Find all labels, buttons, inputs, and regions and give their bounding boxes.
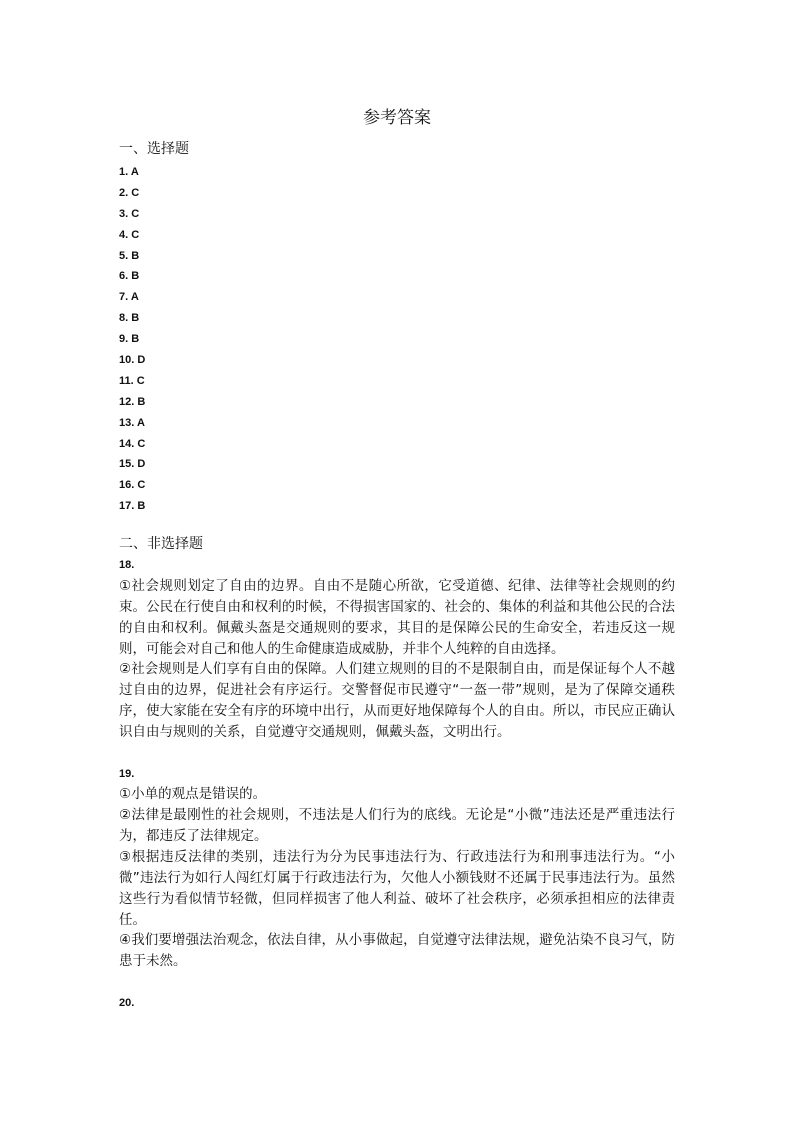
- answer-item: 13. A: [119, 416, 145, 429]
- answer-item: 17. B: [119, 500, 146, 513]
- question-number-18: 18.: [119, 559, 135, 571]
- answer-item: 10. D: [119, 354, 146, 367]
- section-heading-nonchoice: 二、非选择题: [119, 536, 203, 552]
- q19-paragraph-4: ④我们要增强法治观念，依法自律，从小事做起，自觉遵守法律法规，避免沾染不良习气，防患于未然。: [119, 932, 675, 969]
- answer-item: 4. C: [119, 228, 140, 241]
- answer-item: 1. A: [119, 166, 139, 178]
- q18-paragraph-2: ②社会规则是人们享有自由的保障。人们建立规则的目的不是限制自由，而是保证每个人不越过自由的边界，促进社会有序运行。交警督促市民遵守“一盔一带”规则，是为了保障交通秩序，使大家能在安全有序的环境中出行，从而更好地保障每个人的自由。所以，市民应正确认识自由与规则的关系，自觉遵守交通规则，佩戴头盔，文明出行。: [119, 661, 675, 740]
- answer-item: 16. C: [119, 479, 146, 492]
- answer-item: 14. C: [119, 437, 146, 450]
- answer-item: 8. B: [119, 312, 140, 325]
- q19-paragraph-1: ①小单的观点是错误的。: [119, 786, 267, 802]
- answer-item: 2. C: [119, 186, 140, 199]
- section-heading-choice: 一、选择题: [119, 141, 189, 157]
- question-number-20: 20.: [119, 997, 135, 1009]
- answer-item: 6. B: [119, 270, 140, 283]
- question-number-19: 19.: [119, 768, 135, 780]
- q19-paragraph-2: ②法律是最刚性的社会规则，不违法是人们行为的底线。无论是“小微”违法还是严重违法行为，都违反了法律规定。: [119, 807, 675, 844]
- answer-list: [119, 162, 145, 517]
- page-title: 参考答案: [363, 108, 431, 128]
- answer-item: 5. B: [119, 249, 140, 262]
- answer-item: 7. A: [119, 291, 139, 304]
- q19-paragraph-3: ③根据违反法律的类别，违法行为分为民事违法行为、行政违法行为和刑事违法行为。“小微”违法行为如行人闯红灯属于行政违法行为，欠他人小额钱财不还属于民事违法行为。虽然这些行为看似情节轻微，但同样损害了他人利益、破坏了社会秩序，必须承担相应的法律责任。: [119, 849, 675, 928]
- answer-item: 15. D: [119, 458, 146, 471]
- answer-item: 12. B: [119, 395, 146, 408]
- answer-item: 11. C: [119, 374, 145, 387]
- answer-item: 9. B: [119, 333, 140, 346]
- answer-item: 3. C: [119, 207, 140, 220]
- q18-paragraph-1: ①社会规则划定了自由的边界。自由不是随心所欲，它受道德、纪律、法律等社会规则的约束。公民在行使自由和权利的时候，不得损害国家的、社会的、集体的利益和其他公民的合法的自由和权利。佩戴头盔是交通规则的要求，其目的是保障公民的生命安全，若违反这一规则，可能会对自己和他人的生命健康造成威胁，并非个人纯粹的自由选择。: [119, 578, 675, 657]
